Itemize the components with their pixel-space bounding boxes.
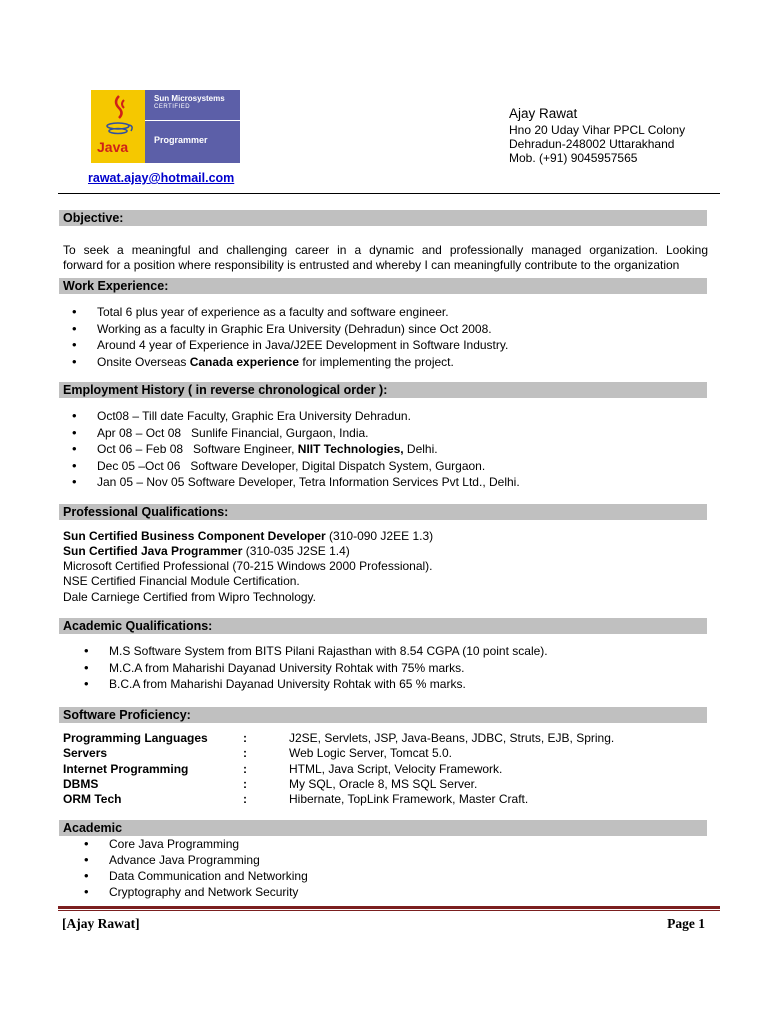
header-divider [58, 193, 720, 194]
logo-company: Sun Microsystems [154, 94, 225, 103]
list-item: • Core Java Programming [84, 836, 308, 852]
academic-heading: Academic [59, 820, 707, 836]
list-item: • Around 4 year of Experience in Java/J2EE Development in Software Industry. [72, 337, 508, 354]
footer-rule-thin [58, 910, 720, 911]
list-item: • Oct08 – Till date Faculty, Graphic Era University Dehradun. [72, 408, 520, 425]
list-item: • Working as a faculty in Graphic Era University (Dehradun) since Oct 2008. [72, 321, 508, 338]
logo-programmer: Programmer [154, 135, 208, 145]
work-experience-heading: Work Experience: [59, 278, 707, 294]
list-item: • Advance Java Programming [84, 852, 308, 868]
list-item: • Dec 05 –Oct 06 Software Developer, Digital Dispatch System, Gurgaon. [72, 458, 520, 475]
skill-row: DBMS : My SQL, Oracle 8, MS SQL Server. [63, 777, 478, 791]
address-line-2: Dehradun-248002 Uttarakhand [509, 137, 675, 151]
objective-text-line-2: forward for a position where responsibility is entrusted and whereby I can meaningfully contribute to the organization [63, 258, 680, 272]
skill-row: ORM Tech : Hibernate, TopLink Framework, Master Craft. [63, 792, 529, 806]
professional-qualifications-heading: Professional Qualifications: [59, 504, 707, 520]
list-item: • M.C.A from Maharishi Dayanad University Rohtak with 75% marks. [84, 660, 548, 677]
employment-history-heading: Employment History ( in reverse chronological order ): [59, 382, 707, 398]
footer-rule [58, 906, 720, 909]
software-proficiency-heading: Software Proficiency: [59, 707, 707, 723]
phone-number: Mob. (+91) 9045957565 [509, 151, 638, 165]
professional-line: Dale Carniege Certified from Wipro Technology. [63, 590, 317, 604]
academic-list [84, 836, 308, 900]
address-line-1: Hno 20 Uday Vihar PPCL Colony [509, 123, 686, 137]
applicant-name: Ajay Rawat [509, 106, 578, 121]
java-wordmark: Java [97, 139, 129, 155]
academic-qualifications-heading: Academic Qualifications: [59, 618, 707, 634]
page-number: Page 1 [667, 916, 705, 931]
logo-certified-panel [145, 90, 240, 163]
work-experience-list [72, 304, 508, 370]
objective-heading: Objective: [59, 210, 707, 226]
list-item: • Onsite Overseas Canada experience for implementing the project. [72, 354, 508, 371]
skill-row: Internet Programming : HTML, Java Script, Velocity Framework. [63, 762, 503, 776]
professional-line: Sun Certified Java Programmer (310-035 J2SE 1.4) [63, 544, 350, 558]
list-item: • Oct 06 – Feb 08 Software Engineer, NIIT Technologies, Delhi. [72, 441, 520, 458]
professional-line: Sun Certified Business Component Developer (310-090 J2EE 1.3) [63, 529, 434, 543]
sun-java-certified-logo [91, 90, 240, 163]
list-item: • M.S Software System from BITS Pilani Rajasthan with 8.54 CGPA (10 point scale). [84, 643, 548, 660]
logo-divider [145, 120, 240, 121]
list-item: • Cryptography and Network Security [84, 884, 308, 900]
list-item: • Jan 05 – Nov 05 Software Developer, Tetra Information Services Pvt Ltd., Delhi. [72, 474, 520, 491]
academic-qualifications-list [84, 643, 548, 693]
professional-line: NSE Certified Financial Module Certification. [63, 574, 300, 588]
list-item: • Data Communication and Networking [84, 868, 308, 884]
java-cup-icon [91, 90, 145, 163]
skill-row: Servers : Web Logic Server, Tomcat 5.0. [63, 746, 452, 760]
objective-text-line-1: To seek a meaningful and challenging career in a dynamic and professionally managed organization. Looking [63, 243, 708, 257]
professional-line: Microsoft Certified Professional (70-215 Windows 2000 Professional). [63, 559, 433, 573]
employment-history-list [72, 408, 520, 491]
footer-author: [Ajay Rawat] [62, 916, 140, 931]
list-item: • Apr 08 – Oct 08 Sunlife Financial, Gurgaon, India. [72, 425, 520, 442]
logo-certified: CERTIFIED [154, 104, 191, 110]
list-item: • B.C.A from Maharishi Dayanad University Rohtak with 65 % marks. [84, 676, 548, 693]
list-item: • Total 6 plus year of experience as a faculty and software engineer. [72, 304, 508, 321]
email-link[interactable]: rawat.ajay@hotmail.com [88, 171, 235, 185]
skill-row: Programming Languages : J2SE, Servlets, JSP, Java-Beans, JDBC, Struts, EJB, Spring. [63, 731, 615, 745]
